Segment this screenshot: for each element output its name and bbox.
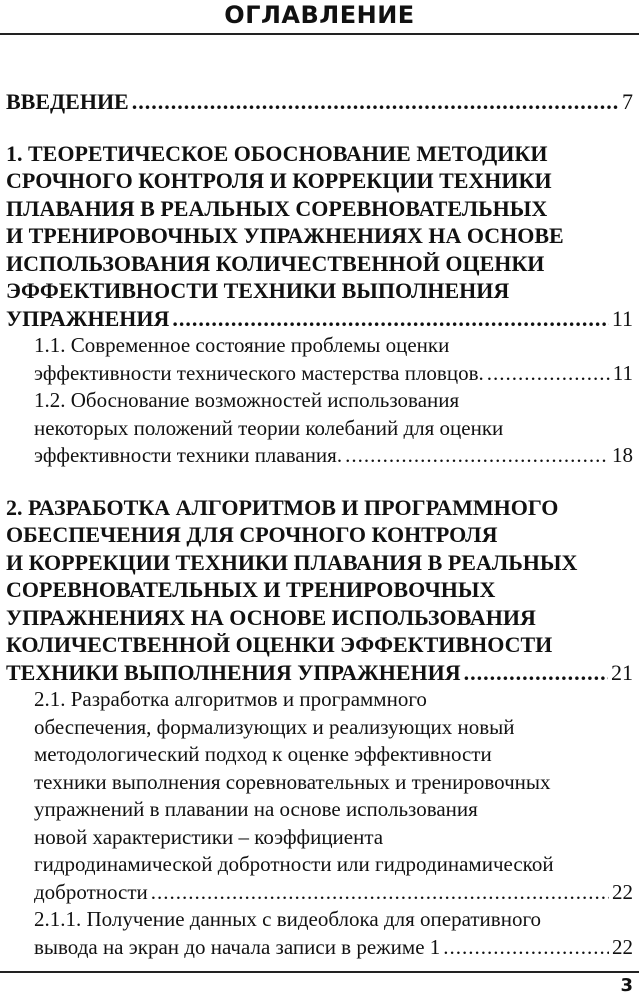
toc-section-entry[interactable] (0, 686, 633, 906)
toc-page-number: 22 (612, 879, 633, 904)
dot-leader (345, 442, 609, 470)
toc-page-number: 11 (611, 305, 633, 331)
toc-entry-line: ИСПОЛЬЗОВАНИЯ КОЛИЧЕСТВЕННОЙ ОЦЕНКИ (6, 250, 545, 276)
toc-section-entry[interactable] (0, 332, 633, 387)
toc-entry-last-line (34, 934, 633, 962)
toc-chapter-entry[interactable] (0, 140, 633, 333)
toc-page-number: 18 (612, 443, 633, 467)
page-title: ОГЛАВЛЕНИЕ (224, 1, 415, 29)
toc-entry-title-end: эффективности техники плавания. (34, 443, 343, 467)
toc-entry-line: гидродинамической добротности или гидродинамической (34, 852, 554, 876)
toc-entry-line: 2. РАЗРАБОТКА АЛГОРИТМОВ И ПРОГРАММНОГО (6, 494, 559, 520)
dot-leader (132, 88, 619, 116)
toc-entry-line: ПЛАВАНИЯ В РЕАЛЬНЫХ СОРЕВНОВАТЕЛЬНЫХ (6, 195, 548, 221)
toc-entry-title-end: добротности (34, 879, 148, 904)
toc-section-entry[interactable] (0, 906, 633, 961)
header-divider (0, 33, 639, 35)
toc-entry-line: ОБЕСПЕЧЕНИЯ ДЛЯ СРОЧНОГО КОНТРОЛЯ (6, 522, 498, 547)
dot-leader (487, 360, 610, 388)
toc-entry-line: 2.1. Разработка алгоритмов и программного (34, 687, 427, 711)
toc-entry-line: УПРАЖНЕНИЯХ НА ОСНОВЕ ИСПОЛЬЗОВАНИЯ (6, 604, 536, 630)
toc-entry-line: методологический подход к оценке эффективности (34, 742, 492, 766)
page-number: 3 (620, 975, 633, 996)
toc-entry-line: 1.2. Обоснование возможностей использования (34, 388, 460, 412)
toc-entry-title-end: эффективности технического мастерства пловцов. (34, 360, 484, 385)
toc-entry-line: ЭФФЕКТИВНОСТИ ТЕХНИКИ ВЫПОЛНЕНИЯ (6, 278, 510, 303)
dot-leader (464, 659, 608, 687)
section-gap (0, 470, 633, 494)
toc-chapter-entry[interactable] (0, 494, 633, 687)
toc-entry-line: СРОЧНОГО КОНТРОЛЯ И КОРРЕКЦИИ ТЕХНИКИ (6, 168, 552, 193)
toc-page-number: 22 (612, 934, 633, 959)
toc-entry-line: И КОРРЕКЦИИ ТЕХНИКИ ПЛАВАНИЯ В РЕАЛЬНЫХ (6, 549, 578, 575)
dot-leader (443, 934, 609, 962)
toc-entry-last-line (34, 879, 633, 907)
toc-entry-line: упражнений в плавании на основе использования (34, 797, 478, 821)
toc-entry-title-end: вывода на экран до начала записи в режиме 1 (34, 934, 441, 959)
toc-entry-line: И ТРЕНИРОВОЧНЫХ УПРАЖНЕНИЯХ НА ОСНОВЕ (6, 223, 564, 248)
toc-entry-last-line (6, 659, 633, 687)
toc-entry-last-line (34, 360, 633, 388)
toc-entry-line: обеспечения, формализующих и реализующих новый (34, 714, 515, 739)
toc-section-entry[interactable] (0, 387, 633, 470)
dot-leader (172, 305, 608, 333)
toc-entry-title-end: ТЕХНИКИ ВЫПОЛНЕНИЯ УПРАЖНЕНИЯ (6, 659, 461, 685)
toc-entry-line: 2.1.1. Получение данных с видеоблока для оперативного (34, 907, 542, 931)
toc-page-number: 11 (612, 360, 633, 385)
section-gap (0, 116, 633, 140)
dot-leader (151, 879, 609, 907)
toc-entry-title-end: ВВЕДЕНИЕ (6, 89, 129, 114)
table-of-contents (0, 88, 633, 961)
toc-entry-title-end: УПРАЖНЕНИЯ (6, 305, 170, 331)
toc-entry-line: новой характеристики – коэффициента (34, 824, 384, 849)
footer-divider (0, 971, 639, 973)
toc-entry-last-line (34, 442, 633, 470)
toc-page-number: 21 (611, 659, 633, 685)
toc-entry-line: КОЛИЧЕСТВЕННОЙ ОЦЕНКИ ЭФФЕКТИВНОСТИ (6, 632, 553, 657)
toc-entry-line: 1. ТЕОРЕТИЧЕСКОЕ ОБОСНОВАНИЕ МЕТОДИКИ (6, 140, 548, 166)
toc-entry-last-line (6, 88, 633, 116)
toc-entry-line: 1.1. Современное состояние проблемы оценки (34, 333, 450, 357)
toc-entry-line: СОРЕВНОВАТЕЛЬНЫХ И ТРЕНИРОВОЧНЫХ (6, 577, 496, 602)
toc-page-number: 7 (622, 89, 633, 114)
toc-chapter-entry[interactable] (0, 88, 633, 116)
toc-entry-line: некоторых положений теории колебаний для оценки (34, 415, 504, 440)
toc-entry-line: техники выполнения соревновательных и тренировочных (34, 769, 551, 794)
page-header (0, 0, 639, 33)
toc-entry-last-line (6, 305, 633, 333)
